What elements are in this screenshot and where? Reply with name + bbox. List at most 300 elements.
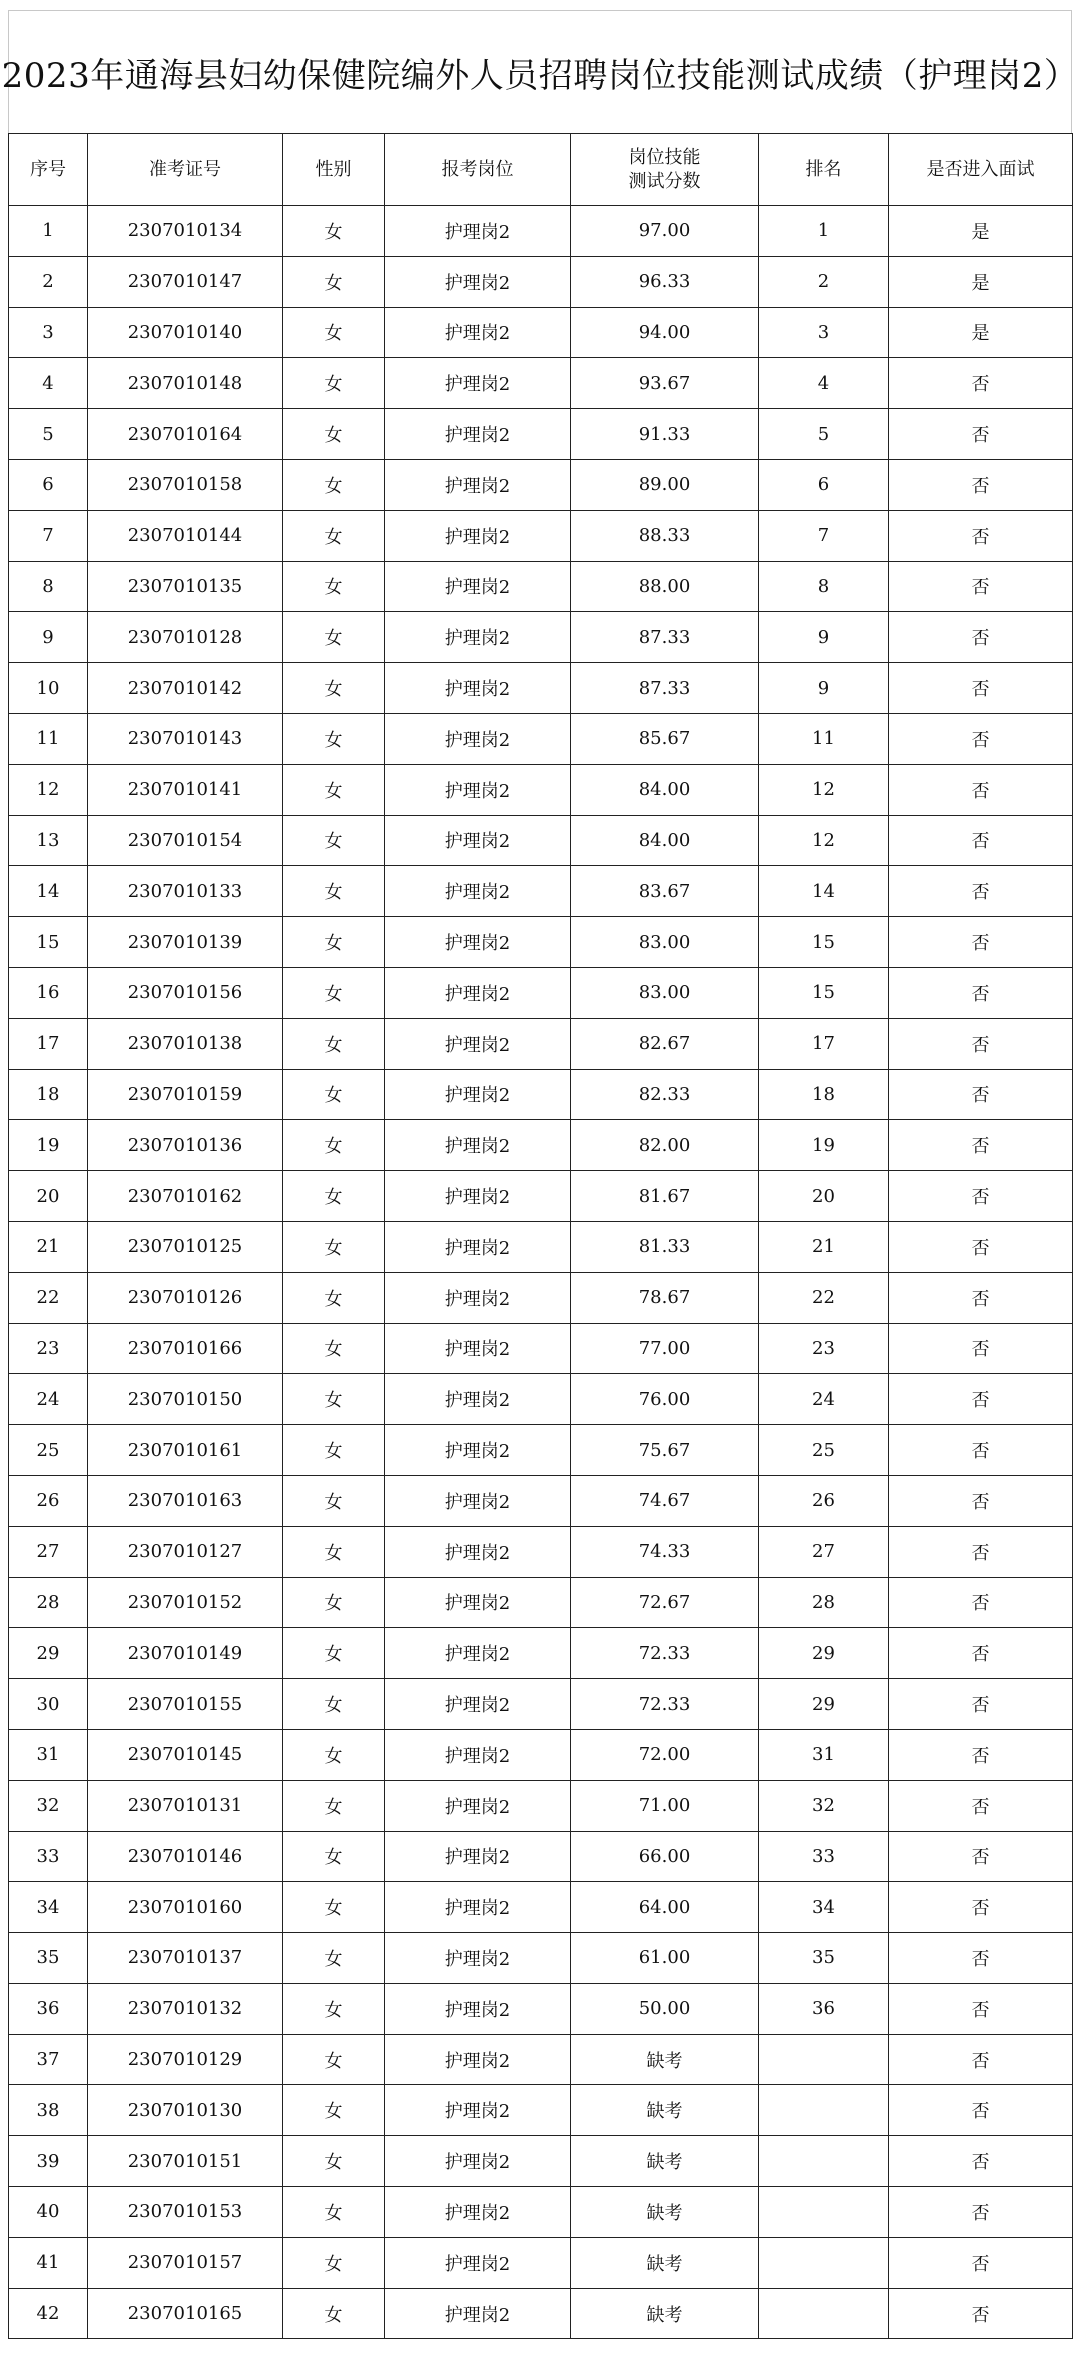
cell-seq: 14 bbox=[9, 866, 88, 917]
cell-score: 71.00 bbox=[571, 1780, 759, 1831]
cell-exam-id: 2307010156 bbox=[88, 967, 283, 1018]
cell-interview: 否 bbox=[889, 561, 1073, 612]
cell-rank: 33 bbox=[759, 1831, 889, 1882]
cell-post: 护理岗2 bbox=[385, 1729, 571, 1780]
cell-gender: 女 bbox=[283, 358, 385, 409]
cell-exam-id: 2307010130 bbox=[88, 2085, 283, 2136]
table-row bbox=[9, 1475, 1073, 1526]
cell-seq: 30 bbox=[9, 1679, 88, 1730]
cell-score: 83.67 bbox=[571, 866, 759, 917]
cell-exam-id: 2307010164 bbox=[88, 409, 283, 460]
cell-interview: 是 bbox=[889, 307, 1073, 358]
cell-exam-id: 2307010138 bbox=[88, 1018, 283, 1069]
cell-rank: 4 bbox=[759, 358, 889, 409]
cell-post: 护理岗2 bbox=[385, 1425, 571, 1476]
table-row bbox=[9, 1018, 1073, 1069]
cell-score: 76.00 bbox=[571, 1374, 759, 1425]
cell-interview: 否 bbox=[889, 1475, 1073, 1526]
cell-post: 护理岗2 bbox=[385, 815, 571, 866]
cell-interview: 否 bbox=[889, 2085, 1073, 2136]
cell-exam-id: 2307010142 bbox=[88, 663, 283, 714]
header-interview: 是否进入面试 bbox=[889, 134, 1073, 206]
header-score bbox=[571, 134, 759, 206]
cell-seq: 41 bbox=[9, 2237, 88, 2288]
cell-rank: 31 bbox=[759, 1729, 889, 1780]
cell-rank: 23 bbox=[759, 1323, 889, 1374]
cell-interview: 否 bbox=[889, 1120, 1073, 1171]
cell-gender: 女 bbox=[283, 2085, 385, 2136]
cell-seq: 2 bbox=[9, 256, 88, 307]
cell-seq: 31 bbox=[9, 1729, 88, 1780]
table-row bbox=[9, 1171, 1073, 1222]
cell-post: 护理岗2 bbox=[385, 2288, 571, 2339]
cell-score: 87.33 bbox=[571, 612, 759, 663]
cell-interview: 否 bbox=[889, 1526, 1073, 1577]
cell-seq: 19 bbox=[9, 1120, 88, 1171]
cell-exam-id: 2307010139 bbox=[88, 917, 283, 968]
cell-interview: 否 bbox=[889, 1577, 1073, 1628]
cell-exam-id: 2307010166 bbox=[88, 1323, 283, 1374]
cell-interview: 否 bbox=[889, 1933, 1073, 1984]
table-row bbox=[9, 1780, 1073, 1831]
cell-interview: 否 bbox=[889, 1729, 1073, 1780]
cell-gender: 女 bbox=[283, 1729, 385, 1780]
cell-score: 91.33 bbox=[571, 409, 759, 460]
table-row bbox=[9, 866, 1073, 917]
cell-post: 护理岗2 bbox=[385, 967, 571, 1018]
cell-interview: 否 bbox=[889, 1171, 1073, 1222]
cell-gender: 女 bbox=[283, 2187, 385, 2238]
cell-seq: 3 bbox=[9, 307, 88, 358]
header-rank: 排名 bbox=[759, 134, 889, 206]
page-title: 2023年通海县妇幼保健院编外人员招聘岗位技能测试成绩（护理岗2） bbox=[1, 55, 1079, 96]
cell-seq: 34 bbox=[9, 1882, 88, 1933]
cell-score: 89.00 bbox=[571, 459, 759, 510]
table-row bbox=[9, 256, 1073, 307]
cell-rank: 32 bbox=[759, 1780, 889, 1831]
score-table bbox=[8, 133, 1073, 2339]
cell-score: 97.00 bbox=[571, 206, 759, 257]
table-row bbox=[9, 510, 1073, 561]
cell-gender: 女 bbox=[283, 1831, 385, 1882]
cell-rank bbox=[759, 2187, 889, 2238]
cell-interview: 否 bbox=[889, 1882, 1073, 1933]
table-row bbox=[9, 2034, 1073, 2085]
cell-seq: 26 bbox=[9, 1475, 88, 1526]
cell-seq: 21 bbox=[9, 1221, 88, 1272]
cell-score: 81.67 bbox=[571, 1171, 759, 1222]
cell-seq: 22 bbox=[9, 1272, 88, 1323]
table-row bbox=[9, 1323, 1073, 1374]
table-header-row bbox=[9, 134, 1073, 206]
cell-score: 缺考 bbox=[571, 2237, 759, 2288]
cell-exam-id: 2307010125 bbox=[88, 1221, 283, 1272]
table-row bbox=[9, 967, 1073, 1018]
score-sheet bbox=[1, 10, 1079, 2339]
cell-seq: 24 bbox=[9, 1374, 88, 1425]
cell-post: 护理岗2 bbox=[385, 1221, 571, 1272]
cell-post: 护理岗2 bbox=[385, 256, 571, 307]
cell-gender: 女 bbox=[283, 206, 385, 257]
cell-post: 护理岗2 bbox=[385, 713, 571, 764]
table-row bbox=[9, 307, 1073, 358]
cell-seq: 1 bbox=[9, 206, 88, 257]
cell-seq: 32 bbox=[9, 1780, 88, 1831]
cell-gender: 女 bbox=[283, 917, 385, 968]
cell-seq: 8 bbox=[9, 561, 88, 612]
cell-post: 护理岗2 bbox=[385, 459, 571, 510]
cell-interview: 否 bbox=[889, 713, 1073, 764]
cell-rank: 9 bbox=[759, 612, 889, 663]
cell-gender: 女 bbox=[283, 1780, 385, 1831]
cell-interview: 是 bbox=[889, 206, 1073, 257]
table-row bbox=[9, 1577, 1073, 1628]
cell-post: 护理岗2 bbox=[385, 2034, 571, 2085]
cell-exam-id: 2307010165 bbox=[88, 2288, 283, 2339]
table-row bbox=[9, 1374, 1073, 1425]
cell-seq: 18 bbox=[9, 1069, 88, 1120]
cell-interview: 否 bbox=[889, 866, 1073, 917]
cell-seq: 23 bbox=[9, 1323, 88, 1374]
cell-seq: 29 bbox=[9, 1628, 88, 1679]
cell-post: 护理岗2 bbox=[385, 2237, 571, 2288]
cell-interview: 否 bbox=[889, 764, 1073, 815]
cell-post: 护理岗2 bbox=[385, 409, 571, 460]
header-seq: 序号 bbox=[9, 134, 88, 206]
cell-rank: 8 bbox=[759, 561, 889, 612]
cell-exam-id: 2307010136 bbox=[88, 1120, 283, 1171]
cell-seq: 13 bbox=[9, 815, 88, 866]
table-row bbox=[9, 1882, 1073, 1933]
cell-exam-id: 2307010128 bbox=[88, 612, 283, 663]
cell-post: 护理岗2 bbox=[385, 917, 571, 968]
cell-exam-id: 2307010162 bbox=[88, 1171, 283, 1222]
cell-rank: 3 bbox=[759, 307, 889, 358]
cell-post: 护理岗2 bbox=[385, 764, 571, 815]
cell-score: 缺考 bbox=[571, 2136, 759, 2187]
cell-exam-id: 2307010149 bbox=[88, 1628, 283, 1679]
cell-exam-id: 2307010153 bbox=[88, 2187, 283, 2238]
table-row bbox=[9, 663, 1073, 714]
cell-exam-id: 2307010147 bbox=[88, 256, 283, 307]
table-row bbox=[9, 815, 1073, 866]
cell-post: 护理岗2 bbox=[385, 1526, 571, 1577]
cell-gender: 女 bbox=[283, 459, 385, 510]
cell-seq: 4 bbox=[9, 358, 88, 409]
header-post: 报考岗位 bbox=[385, 134, 571, 206]
cell-exam-id: 2307010137 bbox=[88, 1933, 283, 1984]
cell-score: 缺考 bbox=[571, 2288, 759, 2339]
cell-exam-id: 2307010145 bbox=[88, 1729, 283, 1780]
cell-score: 缺考 bbox=[571, 2187, 759, 2238]
table-row bbox=[9, 1729, 1073, 1780]
cell-gender: 女 bbox=[283, 1983, 385, 2034]
cell-score: 84.00 bbox=[571, 764, 759, 815]
cell-interview: 否 bbox=[889, 1221, 1073, 1272]
table-row bbox=[9, 2187, 1073, 2238]
cell-score: 81.33 bbox=[571, 1221, 759, 1272]
cell-interview: 否 bbox=[889, 815, 1073, 866]
cell-score: 88.33 bbox=[571, 510, 759, 561]
cell-gender: 女 bbox=[283, 1679, 385, 1730]
cell-seq: 10 bbox=[9, 663, 88, 714]
table-row bbox=[9, 2288, 1073, 2339]
cell-score: 50.00 bbox=[571, 1983, 759, 2034]
cell-exam-id: 2307010160 bbox=[88, 1882, 283, 1933]
cell-exam-id: 2307010135 bbox=[88, 561, 283, 612]
cell-score: 93.67 bbox=[571, 358, 759, 409]
cell-gender: 女 bbox=[283, 1120, 385, 1171]
cell-score: 82.67 bbox=[571, 1018, 759, 1069]
cell-rank bbox=[759, 2085, 889, 2136]
table-row bbox=[9, 561, 1073, 612]
table-row bbox=[9, 459, 1073, 510]
table-row bbox=[9, 358, 1073, 409]
table-row bbox=[9, 612, 1073, 663]
cell-interview: 否 bbox=[889, 663, 1073, 714]
cell-post: 护理岗2 bbox=[385, 1831, 571, 1882]
cell-rank: 22 bbox=[759, 1272, 889, 1323]
cell-post: 护理岗2 bbox=[385, 2187, 571, 2238]
table-row bbox=[9, 1425, 1073, 1476]
cell-gender: 女 bbox=[283, 256, 385, 307]
cell-gender: 女 bbox=[283, 764, 385, 815]
cell-score: 61.00 bbox=[571, 1933, 759, 1984]
cell-seq: 25 bbox=[9, 1425, 88, 1476]
table-body bbox=[9, 206, 1073, 2339]
cell-gender: 女 bbox=[283, 561, 385, 612]
table-row bbox=[9, 1933, 1073, 1984]
cell-post: 护理岗2 bbox=[385, 1780, 571, 1831]
cell-score: 82.33 bbox=[571, 1069, 759, 1120]
cell-exam-id: 2307010151 bbox=[88, 2136, 283, 2187]
cell-post: 护理岗2 bbox=[385, 1323, 571, 1374]
cell-interview: 否 bbox=[889, 1679, 1073, 1730]
cell-score: 83.00 bbox=[571, 967, 759, 1018]
header-exam-id: 准考证号 bbox=[88, 134, 283, 206]
cell-score: 72.67 bbox=[571, 1577, 759, 1628]
cell-exam-id: 2307010140 bbox=[88, 307, 283, 358]
cell-exam-id: 2307010141 bbox=[88, 764, 283, 815]
table-row bbox=[9, 1628, 1073, 1679]
cell-exam-id: 2307010163 bbox=[88, 1475, 283, 1526]
table-row bbox=[9, 1983, 1073, 2034]
cell-rank bbox=[759, 2237, 889, 2288]
cell-score: 82.00 bbox=[571, 1120, 759, 1171]
cell-seq: 6 bbox=[9, 459, 88, 510]
cell-exam-id: 2307010155 bbox=[88, 1679, 283, 1730]
table-row bbox=[9, 1831, 1073, 1882]
cell-rank bbox=[759, 2136, 889, 2187]
cell-interview: 否 bbox=[889, 510, 1073, 561]
cell-score: 64.00 bbox=[571, 1882, 759, 1933]
cell-seq: 5 bbox=[9, 409, 88, 460]
cell-score: 72.33 bbox=[571, 1679, 759, 1730]
title-box bbox=[1, 10, 1079, 133]
cell-seq: 38 bbox=[9, 2085, 88, 2136]
cell-rank bbox=[759, 2034, 889, 2085]
cell-seq: 17 bbox=[9, 1018, 88, 1069]
cell-interview: 否 bbox=[889, 1069, 1073, 1120]
cell-score: 83.00 bbox=[571, 917, 759, 968]
cell-rank: 21 bbox=[759, 1221, 889, 1272]
cell-interview: 否 bbox=[889, 2288, 1073, 2339]
cell-exam-id: 2307010154 bbox=[88, 815, 283, 866]
cell-rank: 9 bbox=[759, 663, 889, 714]
cell-post: 护理岗2 bbox=[385, 1933, 571, 1984]
cell-rank: 15 bbox=[759, 967, 889, 1018]
cell-post: 护理岗2 bbox=[385, 1983, 571, 2034]
cell-exam-id: 2307010144 bbox=[88, 510, 283, 561]
cell-score: 66.00 bbox=[571, 1831, 759, 1882]
cell-exam-id: 2307010143 bbox=[88, 713, 283, 764]
cell-post: 护理岗2 bbox=[385, 866, 571, 917]
cell-gender: 女 bbox=[283, 713, 385, 764]
cell-interview: 否 bbox=[889, 612, 1073, 663]
cell-seq: 42 bbox=[9, 2288, 88, 2339]
cell-rank: 15 bbox=[759, 917, 889, 968]
cell-rank: 12 bbox=[759, 815, 889, 866]
cell-rank: 20 bbox=[759, 1171, 889, 1222]
cell-score: 缺考 bbox=[571, 2085, 759, 2136]
cell-gender: 女 bbox=[283, 1323, 385, 1374]
cell-gender: 女 bbox=[283, 2237, 385, 2288]
cell-seq: 39 bbox=[9, 2136, 88, 2187]
cell-gender: 女 bbox=[283, 1374, 385, 1425]
cell-exam-id: 2307010132 bbox=[88, 1983, 283, 2034]
cell-interview: 否 bbox=[889, 1272, 1073, 1323]
cell-post: 护理岗2 bbox=[385, 663, 571, 714]
cell-gender: 女 bbox=[283, 409, 385, 460]
cell-gender: 女 bbox=[283, 1221, 385, 1272]
cell-gender: 女 bbox=[283, 1272, 385, 1323]
cell-rank: 17 bbox=[759, 1018, 889, 1069]
cell-post: 护理岗2 bbox=[385, 1069, 571, 1120]
cell-gender: 女 bbox=[283, 1018, 385, 1069]
cell-gender: 女 bbox=[283, 1526, 385, 1577]
cell-interview: 否 bbox=[889, 1323, 1073, 1374]
cell-gender: 女 bbox=[283, 1069, 385, 1120]
cell-post: 护理岗2 bbox=[385, 612, 571, 663]
cell-seq: 16 bbox=[9, 967, 88, 1018]
cell-score: 72.33 bbox=[571, 1628, 759, 1679]
cell-post: 护理岗2 bbox=[385, 561, 571, 612]
cell-post: 护理岗2 bbox=[385, 1577, 571, 1628]
cell-rank: 5 bbox=[759, 409, 889, 460]
table-row bbox=[9, 206, 1073, 257]
cell-interview: 否 bbox=[889, 2136, 1073, 2187]
cell-seq: 36 bbox=[9, 1983, 88, 2034]
cell-post: 护理岗2 bbox=[385, 1628, 571, 1679]
cell-seq: 40 bbox=[9, 2187, 88, 2238]
table-row bbox=[9, 2085, 1073, 2136]
cell-rank: 25 bbox=[759, 1425, 889, 1476]
cell-gender: 女 bbox=[283, 2288, 385, 2339]
cell-rank: 29 bbox=[759, 1628, 889, 1679]
cell-score: 84.00 bbox=[571, 815, 759, 866]
cell-rank: 24 bbox=[759, 1374, 889, 1425]
cell-gender: 女 bbox=[283, 1425, 385, 1476]
cell-post: 护理岗2 bbox=[385, 510, 571, 561]
cell-exam-id: 2307010146 bbox=[88, 1831, 283, 1882]
cell-interview: 否 bbox=[889, 1628, 1073, 1679]
cell-score: 77.00 bbox=[571, 1323, 759, 1374]
cell-score: 96.33 bbox=[571, 256, 759, 307]
cell-seq: 15 bbox=[9, 917, 88, 968]
cell-interview: 否 bbox=[889, 2187, 1073, 2238]
cell-score: 74.67 bbox=[571, 1475, 759, 1526]
cell-score: 88.00 bbox=[571, 561, 759, 612]
table-row bbox=[9, 917, 1073, 968]
cell-interview: 否 bbox=[889, 358, 1073, 409]
cell-post: 护理岗2 bbox=[385, 1882, 571, 1933]
cell-exam-id: 2307010152 bbox=[88, 1577, 283, 1628]
cell-rank: 1 bbox=[759, 206, 889, 257]
table-row bbox=[9, 2136, 1073, 2187]
cell-exam-id: 2307010127 bbox=[88, 1526, 283, 1577]
cell-post: 护理岗2 bbox=[385, 1272, 571, 1323]
cell-interview: 否 bbox=[889, 2034, 1073, 2085]
cell-score: 72.00 bbox=[571, 1729, 759, 1780]
cell-rank: 18 bbox=[759, 1069, 889, 1120]
cell-gender: 女 bbox=[283, 1933, 385, 1984]
cell-exam-id: 2307010129 bbox=[88, 2034, 283, 2085]
cell-gender: 女 bbox=[283, 1882, 385, 1933]
cell-exam-id: 2307010148 bbox=[88, 358, 283, 409]
table-row bbox=[9, 713, 1073, 764]
cell-seq: 35 bbox=[9, 1933, 88, 1984]
cell-score: 75.67 bbox=[571, 1425, 759, 1476]
cell-interview: 否 bbox=[889, 917, 1073, 968]
cell-post: 护理岗2 bbox=[385, 1171, 571, 1222]
cell-gender: 女 bbox=[283, 1171, 385, 1222]
cell-gender: 女 bbox=[283, 510, 385, 561]
cell-gender: 女 bbox=[283, 663, 385, 714]
cell-rank: 14 bbox=[759, 866, 889, 917]
cell-seq: 20 bbox=[9, 1171, 88, 1222]
cell-interview: 否 bbox=[889, 1018, 1073, 1069]
cell-rank bbox=[759, 2288, 889, 2339]
header-gender: 性别 bbox=[283, 134, 385, 206]
cell-exam-id: 2307010159 bbox=[88, 1069, 283, 1120]
cell-seq: 12 bbox=[9, 764, 88, 815]
cell-score: 78.67 bbox=[571, 1272, 759, 1323]
cell-seq: 28 bbox=[9, 1577, 88, 1628]
cell-rank: 12 bbox=[759, 764, 889, 815]
cell-rank: 36 bbox=[759, 1983, 889, 2034]
cell-post: 护理岗2 bbox=[385, 307, 571, 358]
cell-score: 74.33 bbox=[571, 1526, 759, 1577]
cell-interview: 否 bbox=[889, 2237, 1073, 2288]
cell-post: 护理岗2 bbox=[385, 1018, 571, 1069]
cell-gender: 女 bbox=[283, 1475, 385, 1526]
cell-seq: 27 bbox=[9, 1526, 88, 1577]
table-row bbox=[9, 1679, 1073, 1730]
cell-gender: 女 bbox=[283, 967, 385, 1018]
header-score-line1: 岗位技能 bbox=[628, 146, 701, 168]
cell-exam-id: 2307010158 bbox=[88, 459, 283, 510]
cell-seq: 7 bbox=[9, 510, 88, 561]
cell-gender: 女 bbox=[283, 612, 385, 663]
cell-gender: 女 bbox=[283, 1577, 385, 1628]
cell-seq: 37 bbox=[9, 2034, 88, 2085]
cell-seq: 33 bbox=[9, 1831, 88, 1882]
table-row bbox=[9, 2237, 1073, 2288]
cell-interview: 否 bbox=[889, 409, 1073, 460]
cell-rank: 35 bbox=[759, 1933, 889, 1984]
cell-post: 护理岗2 bbox=[385, 206, 571, 257]
cell-exam-id: 2307010133 bbox=[88, 866, 283, 917]
